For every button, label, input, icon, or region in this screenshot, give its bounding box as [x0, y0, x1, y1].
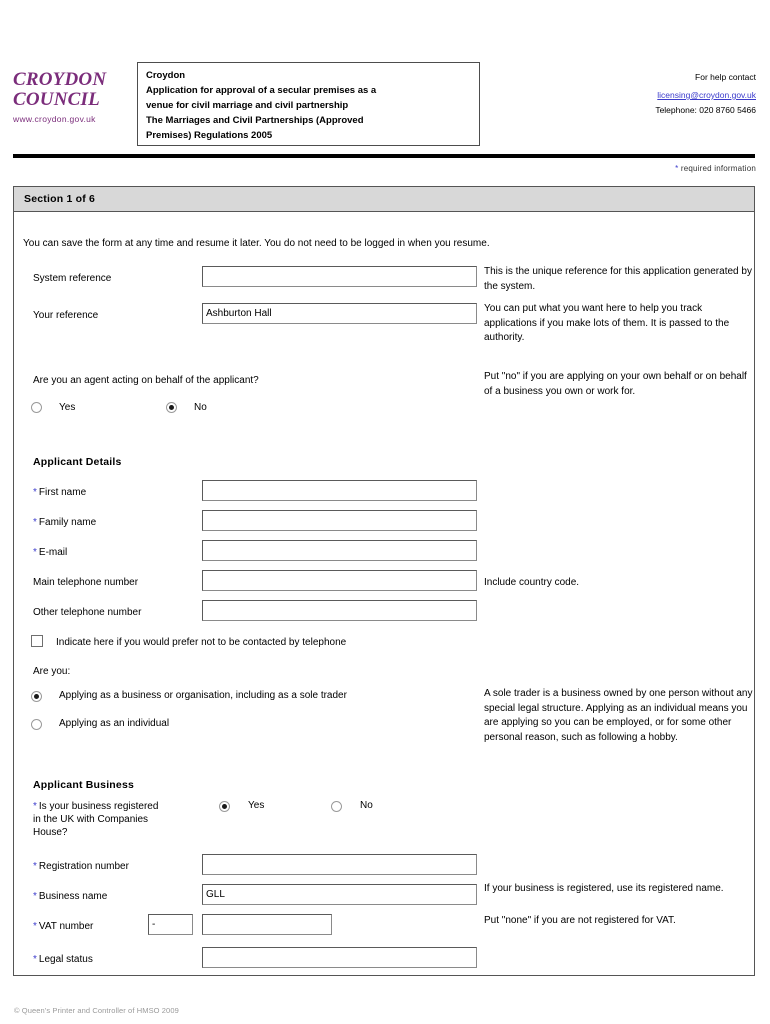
help-telephone: Telephone: 020 8760 5466	[655, 105, 756, 115]
registration-number-input[interactable]	[202, 854, 477, 875]
business-name-input[interactable]: GLL	[202, 884, 477, 905]
form-section-panel	[13, 186, 755, 976]
business-registered-radio-yes[interactable]	[219, 801, 230, 812]
family-name-label: * Family name	[33, 517, 97, 528]
family-name-required-star: *	[33, 517, 37, 528]
family-name-input[interactable]	[202, 510, 477, 531]
main-telephone-label: Main telephone number	[33, 577, 139, 588]
system-reference-input[interactable]	[202, 266, 477, 287]
are-you-radio-business-label: Applying as a business or organisation, including as a sole trader	[59, 690, 347, 701]
legal-status-label: * Legal status	[33, 954, 93, 965]
business-registered-label: * Is your business registered in the UK with Companies House?	[33, 801, 159, 838]
email-required-star: *	[33, 547, 37, 558]
page-header	[0, 62, 770, 150]
required-note-text: required information	[680, 164, 756, 173]
are-you-label: Are you:	[33, 666, 71, 677]
your-reference-input[interactable]: Ashburton Hall	[202, 303, 477, 324]
other-telephone-label: Other telephone number	[33, 607, 142, 618]
title-line-3: The Marriages and Civil Partnerships (Approved	[146, 115, 364, 126]
vat-number-required-star: *	[33, 921, 37, 932]
are-you-radio-individual[interactable]	[31, 719, 42, 730]
title-line-2: venue for civil marriage and civil partnership	[146, 100, 349, 111]
system-reference-help: This is the unique reference for this application generated by the system.	[484, 266, 752, 292]
logo-line-council: COUNCIL	[13, 89, 100, 110]
section-intro-text: You can save the form at any time and resume it later. You do not need to be logged in when you resume.	[23, 238, 490, 249]
title-line-1: Application for approval of a secular premises as a	[146, 85, 377, 96]
licensing-email-link[interactable]: licensing@croydon.gov.uk	[657, 90, 756, 100]
business-registered-radio-yes-label: Yes	[248, 800, 265, 811]
other-telephone-input[interactable]	[202, 600, 477, 621]
logo-line-croydon: CROYDON	[13, 69, 107, 90]
are-you-radio-business[interactable]	[31, 691, 42, 702]
registration-number-required-star: *	[33, 861, 37, 872]
section-header: Section 1 of 6	[14, 187, 754, 212]
business-registered-radio-no-label: No	[360, 800, 373, 811]
business-name-label: * Business name	[33, 891, 108, 902]
help-contact-block	[526, 70, 756, 118]
applicant-details-heading: Applicant Details	[33, 456, 122, 468]
your-reference-label: Your reference	[33, 310, 99, 321]
vat-number-prefix-input[interactable]: -	[148, 914, 193, 935]
email-input[interactable]	[202, 540, 477, 561]
logo-website-url: www.croydon.gov.uk	[13, 114, 96, 124]
title-authority: Croydon	[146, 70, 186, 81]
main-telephone-input[interactable]	[202, 570, 477, 591]
legal-status-required-star: *	[33, 954, 37, 965]
footer-copyright: © Queen's Printer and Controller of HMSO 2009	[14, 1006, 179, 1015]
agent-question-label: Are you an agent acting on behalf of the applicant?	[33, 375, 259, 386]
agent-radio-yes[interactable]	[31, 402, 42, 413]
vat-number-help: Put "none" if you are not registered for VAT.	[484, 915, 676, 926]
first-name-required-star: *	[33, 487, 37, 498]
first-name-label: * First name	[33, 487, 87, 498]
section-body	[14, 212, 754, 974]
agent-radio-no[interactable]	[166, 402, 177, 413]
registration-number-label: * Registration number	[33, 861, 129, 872]
business-registered-required-star: *	[33, 801, 37, 812]
system-reference-label: System reference	[33, 273, 112, 284]
agent-question-help: Put "no" if you are applying on your own behalf or on behalf of a business you own or work for.	[484, 371, 747, 397]
business-name-required-star: *	[33, 891, 37, 902]
vat-number-label: * VAT number	[33, 921, 94, 932]
no-telephone-checkbox[interactable]	[31, 635, 43, 647]
first-name-input[interactable]	[202, 480, 477, 501]
your-reference-help: You can put what you want here to help you track applications if you make lots of them. It is passed to the authority.	[484, 303, 730, 343]
title-line-4: Premises) Regulations 2005	[146, 130, 273, 141]
required-information-note	[675, 164, 756, 173]
help-contact-heading: For help contact	[695, 72, 756, 82]
agent-radio-yes-label: Yes	[59, 402, 76, 413]
applicant-business-heading: Applicant Business	[33, 779, 135, 791]
are-you-radio-individual-label: Applying as an individual	[59, 718, 170, 729]
vat-number-input[interactable]	[202, 914, 332, 935]
required-star-icon: *	[675, 164, 679, 173]
main-telephone-help: Include country code.	[484, 577, 580, 588]
business-name-help: If your business is registered, use its registered name.	[484, 883, 724, 894]
no-telephone-checkbox-label: Indicate here if you would prefer not to be contacted by telephone	[56, 637, 347, 648]
legal-status-input[interactable]	[202, 947, 477, 968]
form-title-box	[137, 62, 480, 146]
header-divider-rule	[13, 154, 755, 158]
email-label: * E-mail	[33, 547, 68, 558]
croydon-council-logo	[13, 70, 131, 124]
business-registered-radio-no[interactable]	[331, 801, 342, 812]
agent-radio-no-label: No	[194, 402, 207, 413]
are-you-help: A sole trader is a business owned by one person without any special legal structure. Applying as an individual means you are applying so you can be employed, or for some other personal reason, such as following a hobby.	[484, 688, 753, 743]
